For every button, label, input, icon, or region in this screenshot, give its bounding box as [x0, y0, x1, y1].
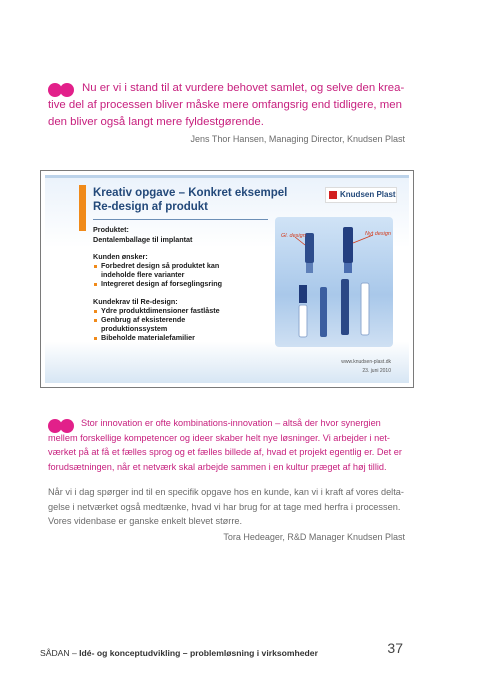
bullet-icon — [94, 337, 97, 340]
customer-bullet: Integreret design af forseglingsring — [101, 279, 223, 288]
requirement-bullet: Ydre produktdimensioner fastlåste — [101, 306, 220, 315]
slide-accent-bar — [79, 185, 86, 231]
slide-url: www.knudsen-plast.dk — [341, 359, 391, 365]
requirement-bullet: Genbrug af eksisterende — [101, 315, 186, 324]
slide-subtitle: Re-design af produkt — [93, 201, 209, 213]
page-footer — [40, 648, 318, 658]
quote-2-line: Stor innovation er ofte kombinations-innovation – altså der hvor synergien — [81, 418, 381, 428]
customer-bullet: Forbedret design så produktet kan — [101, 261, 220, 270]
requirement-bullet: Bibeholde materialefamilier — [101, 333, 195, 342]
logo-text: Knudsen Plast — [340, 190, 396, 199]
footer-prefix: SÅDAN – — [40, 648, 80, 658]
footer-title: Idé- og konceptudvikling – problemløsning i virksomheder — [79, 648, 318, 658]
presentation-slide-image — [40, 170, 414, 388]
quote-1-attribution: Jens Thor Hansen, Managing Director, Knudsen Plast — [190, 134, 405, 144]
new-design-label: Nyt design — [365, 231, 391, 237]
slide-date: 23. juni 2010 — [362, 368, 391, 374]
logo-flag-icon — [329, 191, 337, 199]
quote-2-body-line: Når vi i dag spørger ind til en specifik opgave hos en kunde, kan vi i kraft af vores delta- — [48, 487, 404, 497]
customer-heading: Kunden ønsker: — [93, 252, 148, 261]
quote-2-body — [48, 485, 404, 529]
requirements-heading: Kundekrav til Re-design: — [93, 297, 178, 306]
bullet-icon — [94, 319, 97, 322]
requirement-bullet: produktionssystem — [101, 324, 168, 333]
knudsen-plast-logo — [325, 187, 397, 203]
quote-2-highlight — [48, 416, 402, 474]
bullet-icon — [94, 310, 97, 313]
customer-bullet: indeholde flere varianter — [101, 270, 185, 279]
old-design-label: Gl. design — [281, 233, 306, 239]
quote-2-line: mellem forskellige kompetencer og ideer skaber helt nye løsninger. Vi arbejder i net- — [48, 432, 390, 443]
quote-2-body-line: gelse i netværket også medtænke, hvad vi har brug for at tage med herfra i processen. — [48, 501, 401, 512]
bullet-icon — [94, 283, 97, 286]
quote-2-line: værket på at få et fælles sprog og et fælles billede af, hvad et projekt egentlig er. Det er — [48, 447, 402, 458]
quote-2-line: forudsætningen, når et netværk skal arbejde sammen i en kultur præget af høj tillid. — [48, 461, 387, 472]
quote-2-body-line: Vores videnbase er ganske enkelt blevet større. — [48, 516, 243, 527]
quote-2-attribution: Tora Hedeager, R&D Manager Knudsen Plast — [223, 532, 405, 542]
quote-1-line: den bliver også langt mere fyldestgørende. — [48, 116, 264, 128]
page-number: 37 — [387, 640, 403, 656]
quote-1-line: tive del af processen bliver måske mere omfangsrig end tidligere, men — [48, 99, 402, 111]
slide-title: Kreativ opgave – Konkret eksempel — [93, 187, 288, 199]
product-heading: Produktet: — [93, 225, 129, 234]
product-value: Dentalemballage til implantat — [93, 235, 193, 244]
quote-1-line: Nu er vi i stand til at vurdere behovet samlet, og selve den krea- — [82, 82, 405, 94]
quote-1 — [48, 80, 405, 131]
bullet-icon — [94, 265, 97, 268]
